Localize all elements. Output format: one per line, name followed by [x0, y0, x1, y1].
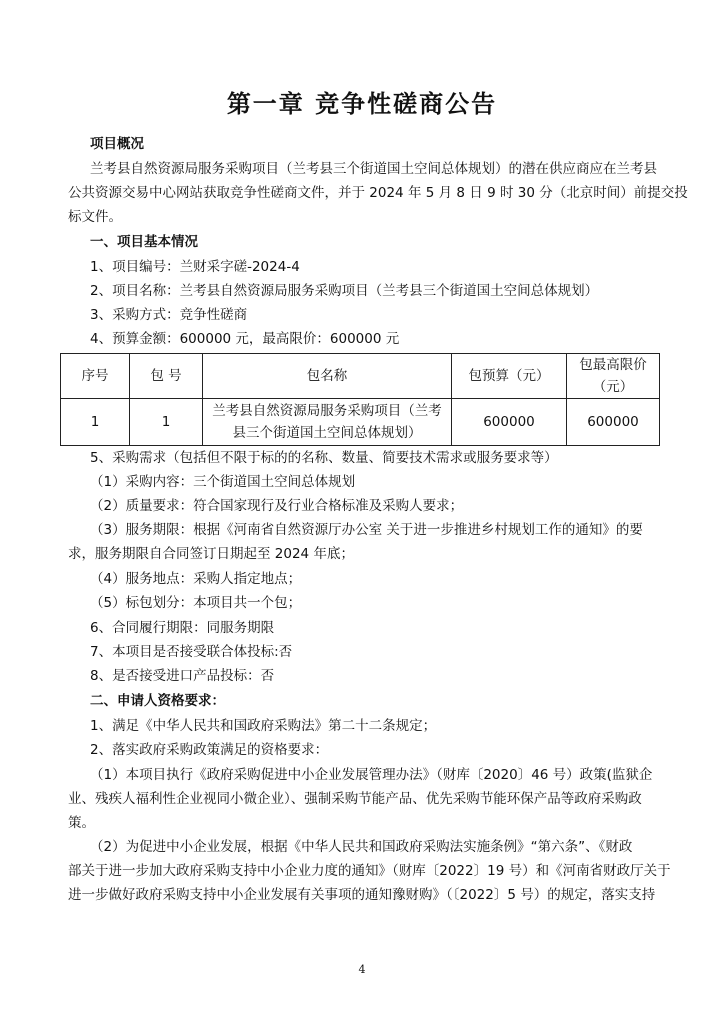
cell-seq: 1: [61, 399, 130, 446]
overview-line: 标文件。: [68, 209, 122, 225]
table-header: 包预算（元）: [452, 354, 567, 399]
cell-max-price: 600000: [567, 399, 660, 446]
cell-name: [203, 399, 452, 446]
project-item: 4、预算金额：600000 元，最高限价：600000 元: [90, 331, 400, 347]
table-header-row: [61, 354, 660, 399]
requirement-item: （2）质量要求：符合国家现行及行业合格标准及采购人要求；: [90, 498, 464, 514]
page-number: 4: [358, 963, 366, 976]
project-item: 1、项目编号：兰财采字磋-2024-4: [90, 259, 300, 275]
project-item: 7、本项目是否接受联合体投标:否: [90, 644, 293, 660]
table-header: 包名称: [203, 354, 452, 399]
package-table: [60, 353, 660, 446]
requirement-item: 求，服务期限自合同签订日期起至 2024 年底；: [68, 546, 354, 562]
policy-line: 进一步做好政府采购支持中小企业发展有关事项的通知豫财购》（〔2022〕5 号）的规定，落实支持: [68, 887, 656, 903]
table-header: 包最高限价（元）: [567, 354, 660, 399]
project-item: 6、合同履行期限：同服务期限: [90, 620, 275, 636]
overview-line: 公共资源交易中心网站获取竞争性磋商文件，并于 2024 年 5 月 8 日 9 时 30 分（北京时间）前提交投: [68, 185, 688, 201]
requirement-item: （1）采购内容：三个街道国土空间总体规划: [90, 474, 356, 490]
project-item: 2、项目名称：兰考县自然资源局服务采购项目（兰考县三个街道国土空间总体规划）: [90, 283, 599, 299]
requirements-heading: 5、采购需求（包括但不限于标的的名称、数量、简要技术需求或服务要求等）: [90, 450, 558, 466]
project-item: 3、采购方式：竞争性磋商: [90, 307, 248, 323]
project-item: 8、是否接受进口产品投标：否: [90, 668, 275, 684]
table-header: 序号: [61, 354, 130, 399]
cell-budget: 600000: [452, 399, 567, 446]
table-row: [61, 399, 660, 446]
page-title: 第一章 竞争性磋商公告: [226, 90, 498, 118]
policy-line: （2）为促进中小企业发展，根据《中华人民共和国政府采购法实施条例》“第六条”、《财政: [90, 839, 633, 855]
qualification-item: 2、落实政府采购政策满足的资格要求：: [90, 742, 329, 758]
policy-line: 策。: [68, 815, 95, 831]
cell-pkg: 1: [130, 399, 203, 446]
qualification-item: 1、满足《中华人民共和国政府采购法》第二十二条规定；: [90, 718, 437, 734]
policy-line: （1）本项目执行《政府采购促进中小企业发展管理办法》（财库〔2020〕46 号）政策(监狱企: [90, 767, 653, 783]
section1-heading: 一、项目基本情况: [90, 234, 198, 250]
overview-heading: 项目概况: [90, 136, 144, 152]
section2-heading: 二、申请人资格要求：: [90, 693, 225, 709]
requirement-item: （3）服务期限：根据《河南省自然资源厅办公室 关于进一步推进乡村规划工作的通知》的要: [90, 522, 643, 538]
overview-line: 兰考县自然资源局服务采购项目（兰考县三个街道国土空间总体规划）的潜在供应商应在兰考县: [90, 161, 657, 177]
cell-name-line: 县三个街道国土空间总体规划）: [232, 425, 422, 441]
requirement-item: （4）服务地点：采购人指定地点；: [90, 571, 302, 587]
table-header: 包 号: [130, 354, 203, 399]
cell-name-line: 兰考县自然资源局服务采购项目（兰考: [212, 403, 442, 419]
requirement-item: （5）标包划分：本项目共一个包；: [90, 595, 302, 611]
policy-line: 部关于进一步加大政府采购支持中小企业力度的通知》（财库〔2022〕19 号）和《河南省财政厅关于: [68, 863, 671, 879]
policy-line: 业、残疾人福利性企业视同小微企业）、强制采购节能产品、优先采购节能环保产品等政府采购政: [68, 791, 642, 807]
